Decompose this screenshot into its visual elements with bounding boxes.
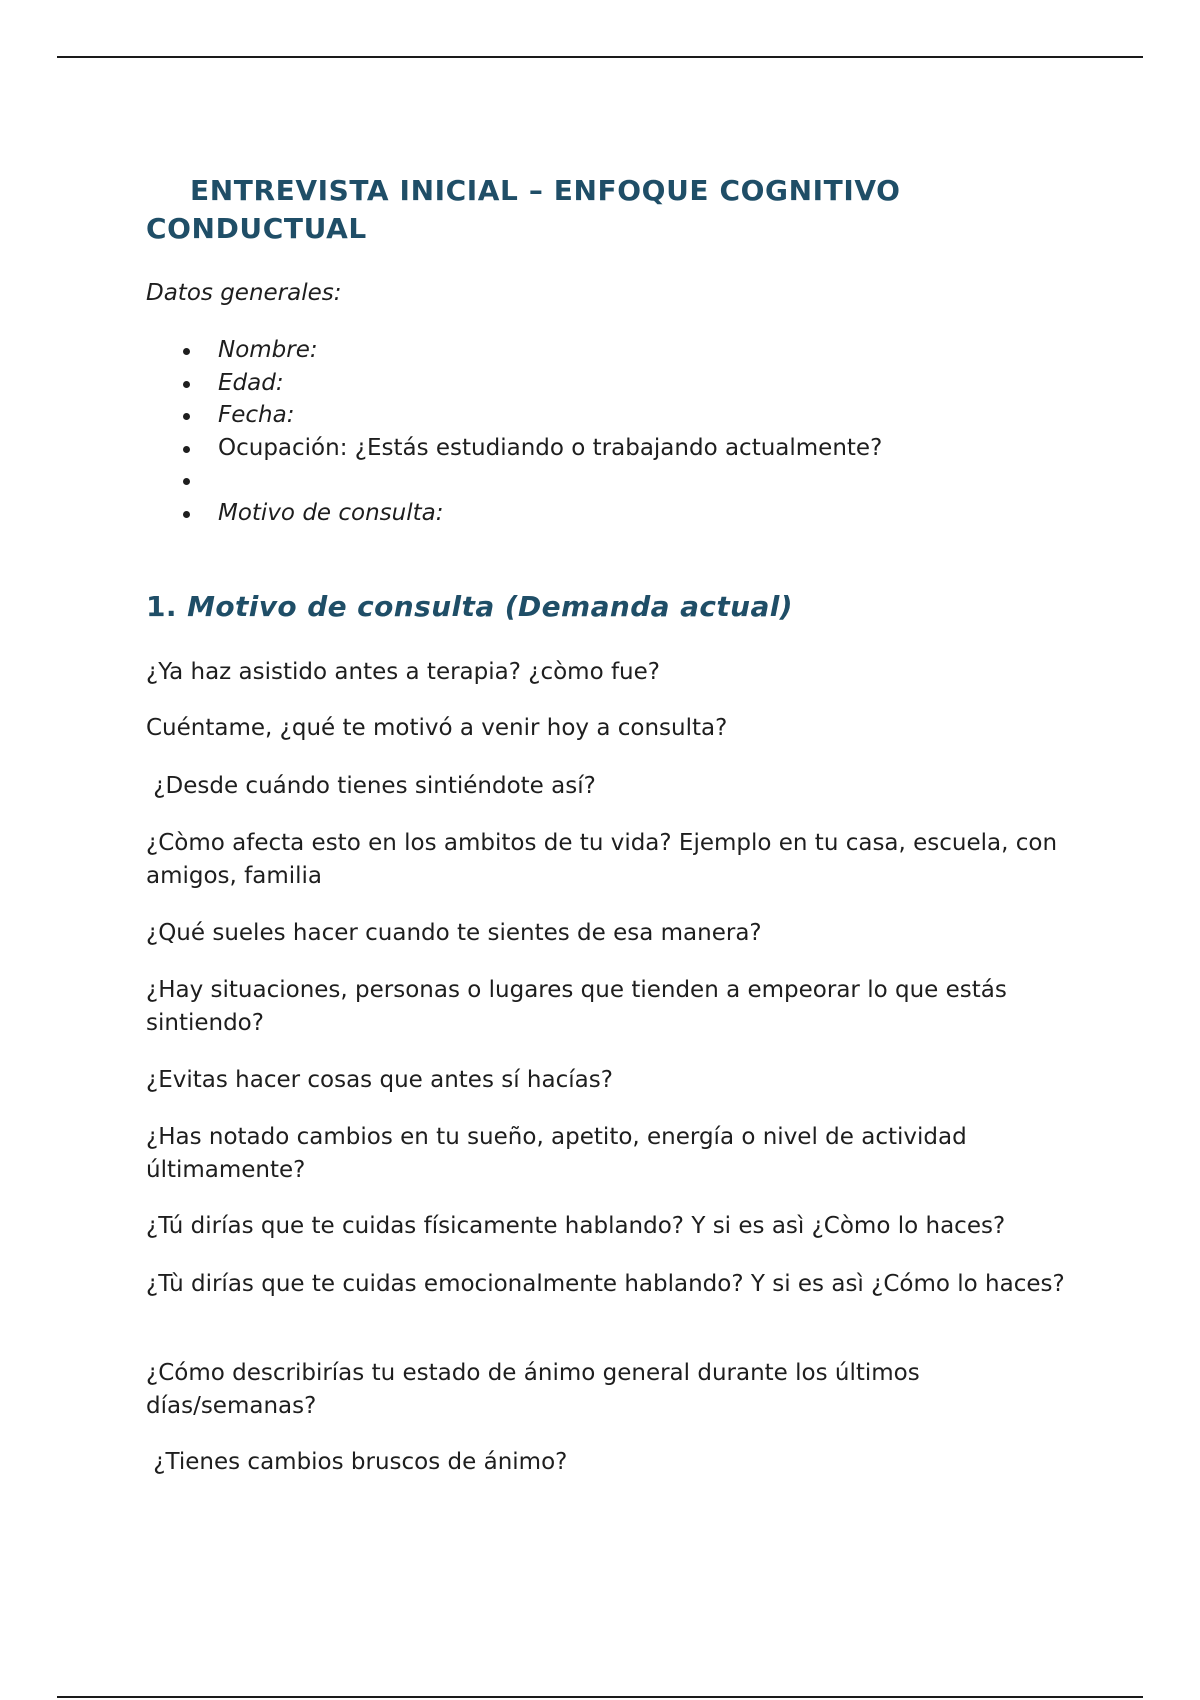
question: Cuéntame, ¿qué te motivó a venir hoy a consulta? [146,715,728,741]
field-ocupacion: Ocupación: ¿Estás estudiando o trabajando actualmente? [218,434,883,461]
bullet-icon [183,478,190,485]
bullet-icon [183,511,190,518]
list-item [146,399,1076,432]
question: ¿Evitas hacer cosas que antes sí hacías? [146,1067,613,1093]
section-number: 1. [146,590,177,623]
bottom-rule [57,1696,1143,1698]
document-title: ENTREVISTA INICIAL – ENFOQUE COGNITIVO CONDUCTUAL [146,174,901,245]
list-item [146,432,1076,465]
question: ¿Tú dirías que te cuidas físicamente hablando? Y si es asì ¿Còmo lo haces? [146,1213,1006,1239]
question: ¿Has notado cambios en tu sueño, apetito, energía o nivel de actividad últimamente? [146,1124,967,1183]
list-item [146,367,1076,400]
bullet-icon [183,381,190,388]
question: ¿Desde cuándo tienes sintiéndote así? [146,773,596,799]
list-item [146,334,1076,367]
list-item [146,497,1076,530]
section-heading [146,588,793,626]
bullet-icon [183,348,190,355]
list-item [146,464,1076,497]
general-data-list [146,334,1076,529]
field-edad: Edad: [218,369,284,396]
field-nombre: Nombre: [218,337,318,363]
bullet-icon [183,413,190,420]
question: ¿Tienes cambios bruscos de ánimo? [146,1449,568,1475]
top-rule [57,56,1143,58]
question: ¿Cómo describirías tu estado de ánimo general durante los últimos días/semanas? [146,1360,920,1419]
question: ¿Ya haz asistido antes a terapia? ¿còmo fue? [146,659,660,685]
general-data-label: Datos generales: [146,280,342,306]
question: ¿Còmo afecta esto en los ambitos de tu vida? Ejemplo en tu casa, escuela, con amigos, familia [146,830,1058,889]
question: ¿Tù dirías que te cuidas emocionalmente hablando? Y si es asì ¿Cómo lo haces? [146,1271,1065,1297]
question: ¿Hay situaciones, personas o lugares que tienden a empeorar lo que estás sintiendo? [146,977,1007,1036]
field-fecha: Fecha: [218,402,295,428]
section-title: Motivo de consulta (Demanda actual) [187,590,793,623]
bullet-icon [183,446,190,453]
field-motivo: Motivo de consulta: [218,499,444,526]
question: ¿Qué sueles hacer cuando te sientes de esa manera? [146,920,762,946]
